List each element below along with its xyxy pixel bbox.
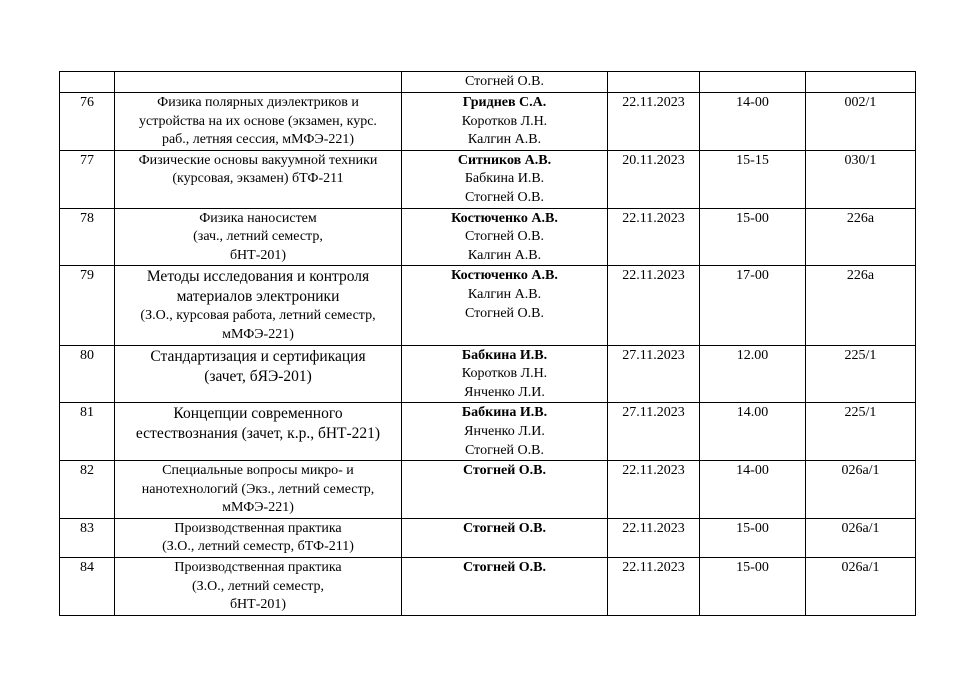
table-row xyxy=(60,518,916,557)
table-row xyxy=(60,266,916,345)
table-row xyxy=(60,461,916,519)
date-cell: 22.11.2023 xyxy=(608,208,700,266)
room-cell xyxy=(806,72,916,93)
table-row xyxy=(60,72,916,93)
row-number: 84 xyxy=(60,558,115,616)
discipline-cell xyxy=(115,266,402,345)
discipline-line: Методы исследования и контроля xyxy=(146,268,370,286)
discipline-line: (зачет, бЯЭ-201) xyxy=(204,367,312,385)
table-row xyxy=(60,403,916,461)
teacher-main: Бабкина И.В. xyxy=(461,405,548,421)
discipline-line: бНТ-201) xyxy=(229,247,287,263)
room-cell: 225/1 xyxy=(806,345,916,403)
room-cell: 226а xyxy=(806,266,916,345)
teachers-cell xyxy=(402,150,608,208)
teacher-main: Стогней О.В. xyxy=(462,560,547,576)
teachers-cell xyxy=(402,208,608,266)
teacher-main: Стогней О.В. xyxy=(462,463,547,479)
teacher-member: Коротков Л.Н. xyxy=(461,113,548,129)
date-cell: 27.11.2023 xyxy=(608,345,700,403)
discipline-line: (зач., летний семестр, xyxy=(193,229,323,245)
time-cell: 14-00 xyxy=(700,461,806,519)
row-number: 80 xyxy=(60,345,115,403)
teacher-member: Янченко Л.И. xyxy=(464,423,545,439)
discipline-line: Стандартизация и сертификация xyxy=(150,347,366,365)
room-cell: 030/1 xyxy=(806,150,916,208)
date-cell: 22.11.2023 xyxy=(608,558,700,616)
discipline-line: мМФЭ-221) xyxy=(222,500,294,516)
teachers-cell xyxy=(402,518,608,557)
teacher-member: Стогней О.В. xyxy=(465,229,544,245)
row-number: 82 xyxy=(60,461,115,519)
date-cell xyxy=(608,72,700,93)
discipline-line: материалов электроники xyxy=(176,288,340,306)
discipline-cell xyxy=(115,461,402,519)
date-cell: 22.11.2023 xyxy=(608,461,700,519)
teachers-cell xyxy=(402,266,608,345)
discipline-cell xyxy=(115,558,402,616)
discipline-cell xyxy=(115,403,402,461)
date-cell: 27.11.2023 xyxy=(608,403,700,461)
teacher-main: Костюченко А.В. xyxy=(451,210,558,226)
discipline-line: Специальные вопросы микро- и xyxy=(162,463,354,479)
discipline-cell xyxy=(115,72,402,93)
table-row xyxy=(60,558,916,616)
teachers-cell xyxy=(402,558,608,616)
discipline-line: естествознания (зачет, к.р., бНТ-221) xyxy=(135,425,381,443)
teachers-cell xyxy=(402,403,608,461)
discipline-line: (З.О., летний семестр, xyxy=(191,578,325,594)
teacher-member: Стогней О.В. xyxy=(465,442,544,458)
teachers-cell xyxy=(402,72,608,93)
room-cell: 225/1 xyxy=(806,403,916,461)
teacher-member: Стогней О.В. xyxy=(465,189,544,205)
time-cell xyxy=(700,72,806,93)
date-cell: 22.11.2023 xyxy=(608,518,700,557)
teacher-main: Гриднев С.А. xyxy=(462,95,547,110)
room-cell: 026а/1 xyxy=(806,518,916,557)
time-cell: 17-00 xyxy=(700,266,806,345)
discipline-line: Физика полярных диэлектриков и xyxy=(157,95,359,110)
room-cell: 226а xyxy=(806,208,916,266)
teacher-member: Калгин А.В. xyxy=(467,247,542,263)
discipline-line: нанотехнологий (Экз., летний семестр, xyxy=(141,481,375,497)
teacher-main: Ситников А.В. xyxy=(457,152,552,168)
time-cell: 15-00 xyxy=(700,208,806,266)
row-number xyxy=(60,72,115,93)
discipline-line: мМФЭ-221) xyxy=(222,326,294,342)
row-number: 78 xyxy=(60,208,115,266)
discipline-line: устройства на их основе (экзамен, курс. xyxy=(139,113,377,129)
teacher-member: Коротков Л.Н. xyxy=(461,366,548,382)
row-number: 79 xyxy=(60,266,115,345)
discipline-line: Концепции современного xyxy=(173,405,343,423)
date-cell: 20.11.2023 xyxy=(608,150,700,208)
time-cell: 14.00 xyxy=(700,403,806,461)
discipline-line: (курсовая, экзамен) бТФ-211 xyxy=(172,171,344,187)
schedule-table xyxy=(59,71,916,616)
discipline-line: Физика наносистем xyxy=(199,210,317,226)
row-number: 76 xyxy=(60,93,115,151)
teachers-cell xyxy=(402,461,608,519)
teacher-main: Бабкина И.В. xyxy=(461,347,548,363)
row-number: 77 xyxy=(60,150,115,208)
room-cell: 002/1 xyxy=(806,93,916,151)
row-number: 83 xyxy=(60,518,115,557)
discipline-line: Производственная практика xyxy=(174,520,342,536)
discipline-line: бНТ-201) xyxy=(229,597,287,613)
room-cell: 026а/1 xyxy=(806,461,916,519)
teacher-member: Янченко Л.И. xyxy=(464,384,545,400)
discipline-cell xyxy=(115,345,402,403)
discipline-cell xyxy=(115,93,402,151)
teacher-member: Стогней О.В. xyxy=(465,305,544,321)
teacher-main: Костюченко А.В. xyxy=(451,268,558,284)
discipline-line: (З.О., курсовая работа, летний семестр, xyxy=(140,308,376,324)
date-cell: 22.11.2023 xyxy=(608,93,700,151)
time-cell: 15-00 xyxy=(700,518,806,557)
discipline-cell xyxy=(115,518,402,557)
schedule-body xyxy=(60,72,916,616)
time-cell: 15-00 xyxy=(700,558,806,616)
date-cell: 22.11.2023 xyxy=(608,266,700,345)
table-row xyxy=(60,150,916,208)
table-row xyxy=(60,208,916,266)
discipline-line: Производственная практика xyxy=(174,560,342,576)
time-cell: 12.00 xyxy=(700,345,806,403)
time-cell: 14-00 xyxy=(700,93,806,151)
discipline-line: (З.О., летний семестр, бТФ-211) xyxy=(162,539,354,555)
discipline-cell xyxy=(115,208,402,266)
discipline-cell xyxy=(115,150,402,208)
teacher-member: Стогней О.В. xyxy=(465,74,544,89)
table-row xyxy=(60,345,916,403)
teacher-member: Калгин А.В. xyxy=(467,286,542,302)
teachers-cell xyxy=(402,93,608,151)
room-cell: 026а/1 xyxy=(806,558,916,616)
teacher-member: Калгин А.В. xyxy=(467,132,542,148)
time-cell: 15-15 xyxy=(700,150,806,208)
row-number: 81 xyxy=(60,403,115,461)
teachers-cell xyxy=(402,345,608,403)
teacher-member: Бабкина И.В. xyxy=(464,171,545,187)
discipline-line: раб., летняя сессия, мМФЭ-221) xyxy=(161,132,355,148)
table-row xyxy=(60,93,916,151)
discipline-line: Физические основы вакуумной техники xyxy=(138,152,378,168)
teacher-main: Стогней О.В. xyxy=(462,520,547,536)
